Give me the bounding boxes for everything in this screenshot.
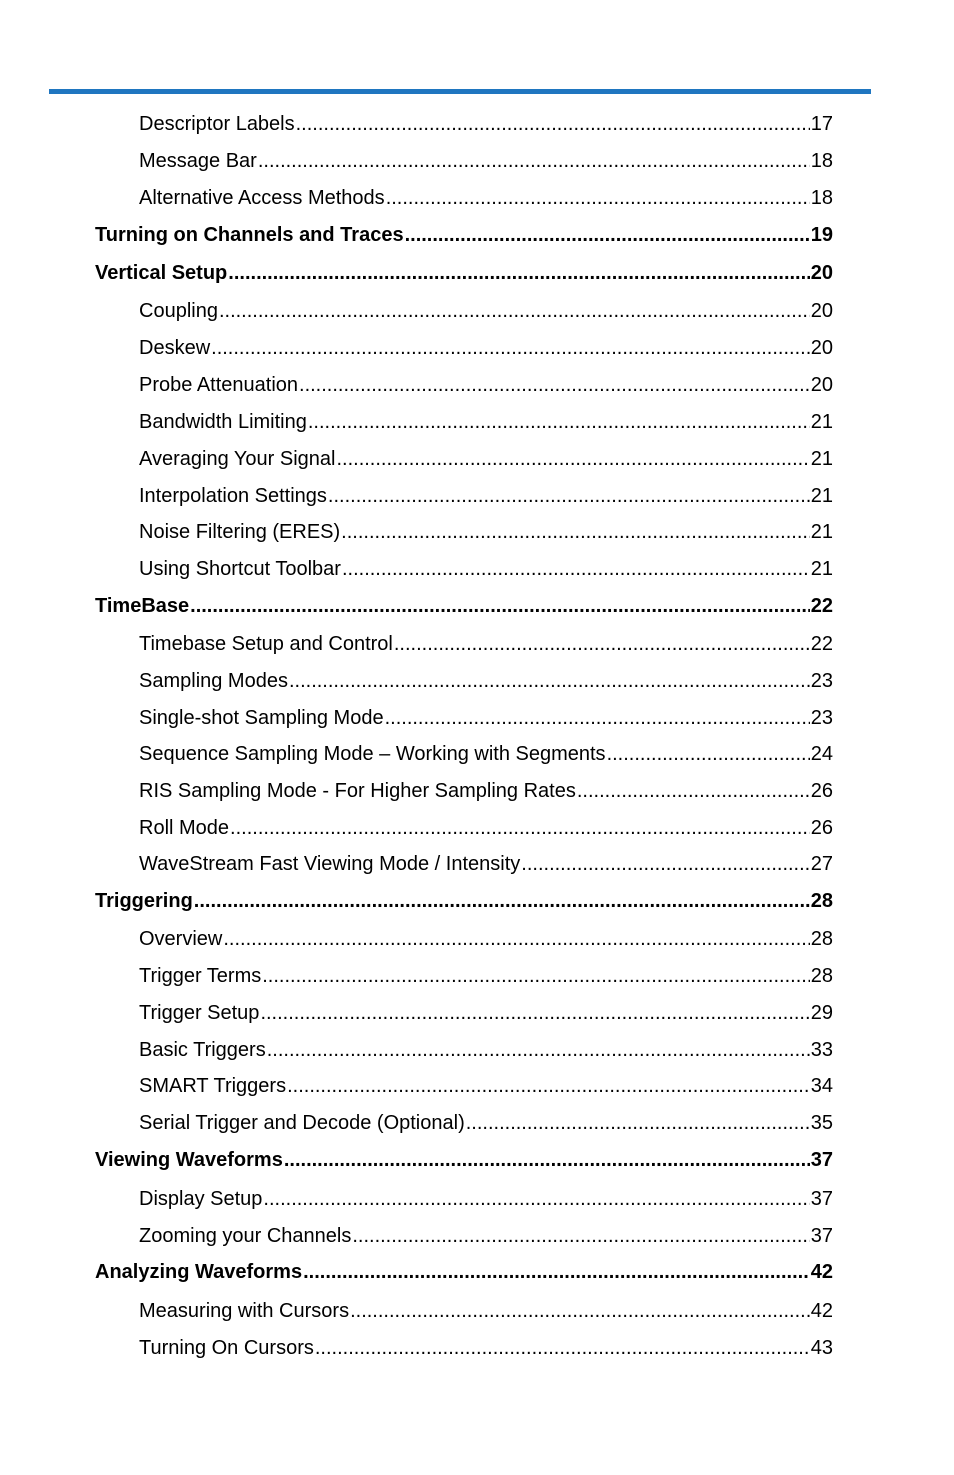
toc-dot-leader: [258, 147, 810, 175]
toc-entry-title: Roll Mode: [139, 817, 230, 839]
toc-dot-leader: [194, 887, 810, 915]
toc-entry-title: Display Setup: [139, 1188, 263, 1210]
toc-dot-leader: [607, 740, 810, 768]
toc-entry-title: RIS Sampling Mode - For Higher Sampling Rates: [139, 780, 576, 802]
toc-entry-title: TimeBase: [95, 595, 190, 617]
toc-page-number: 23: [810, 670, 833, 692]
toc-dot-leader: [223, 925, 809, 953]
toc-section-entry[interactable]: [95, 221, 833, 249]
toc-dot-leader: [260, 999, 809, 1027]
toc-subsection-entry[interactable]: [139, 850, 833, 878]
toc-page-number: 42: [810, 1300, 833, 1322]
toc-subsection-entry[interactable]: [139, 445, 833, 473]
toc-dot-leader: [284, 1146, 810, 1174]
toc-page-number: 23: [810, 707, 833, 729]
toc-subsection-entry[interactable]: [139, 297, 833, 325]
toc-entry-title: Descriptor Labels: [139, 113, 295, 135]
toc-page-number: 26: [810, 817, 833, 839]
toc-subsection-entry[interactable]: [139, 999, 833, 1027]
toc-entry-title: Alternative Access Methods: [139, 187, 385, 209]
toc-dot-leader: [263, 1185, 809, 1213]
toc-page-number: 22: [810, 595, 833, 617]
toc-page-number: 37: [810, 1149, 833, 1171]
toc-entry-title: Timebase Setup and Control: [139, 633, 393, 655]
toc-section-entry[interactable]: [95, 887, 833, 915]
toc-dot-leader: [386, 184, 810, 212]
toc-entry-title: Noise Filtering (ERES): [139, 521, 341, 543]
toc-subsection-entry[interactable]: [139, 1297, 833, 1325]
toc-entry-title: Trigger Terms: [139, 965, 262, 987]
toc-page-number: 20: [810, 337, 833, 359]
toc-dot-leader: [308, 408, 810, 436]
header-rule: [49, 89, 871, 94]
toc-dot-leader: [228, 259, 809, 287]
toc-page-number: 27: [810, 853, 833, 875]
toc-page-number: 43: [810, 1337, 833, 1359]
toc-entry-title: Bandwidth Limiting: [139, 411, 307, 433]
toc-subsection-entry[interactable]: [139, 1334, 833, 1362]
toc-entry-title: Sequence Sampling Mode – Working with Segments: [139, 743, 606, 765]
toc-section-entry[interactable]: [95, 259, 833, 287]
toc-section-entry[interactable]: [95, 592, 833, 620]
toc-page-number: 35: [810, 1112, 833, 1134]
toc-page-number: 21: [810, 558, 833, 580]
toc-subsection-entry[interactable]: [139, 334, 833, 362]
toc-subsection-entry[interactable]: [139, 1072, 833, 1100]
toc-entry-title: Sampling Modes: [139, 670, 288, 692]
toc-page-number: 21: [810, 485, 833, 507]
toc-page-number: 24: [810, 743, 833, 765]
toc-dot-leader: [299, 371, 810, 399]
toc-entry-title: Serial Trigger and Decode (Optional): [139, 1112, 465, 1134]
toc-subsection-entry[interactable]: [139, 147, 833, 175]
toc-subsection-entry[interactable]: [139, 777, 833, 805]
toc-dot-leader: [230, 814, 810, 842]
toc-subsection-entry[interactable]: [139, 1036, 833, 1064]
toc-dot-leader: [336, 445, 809, 473]
toc-page-number: 33: [810, 1039, 833, 1061]
toc-entry-title: Turning on Channels and Traces: [95, 224, 404, 246]
toc-subsection-entry[interactable]: [139, 962, 833, 990]
toc-entry-title: Analyzing Waveforms: [95, 1261, 303, 1283]
toc-page-number: 19: [810, 224, 833, 246]
toc-dot-leader: [287, 1072, 810, 1100]
toc-dot-leader: [342, 555, 810, 583]
toc-subsection-entry[interactable]: [139, 555, 833, 583]
toc-subsection-entry[interactable]: [139, 814, 833, 842]
toc-entry-title: Single-shot Sampling Mode: [139, 707, 384, 729]
toc-dot-leader: [219, 297, 810, 325]
toc-dot-leader: [303, 1258, 810, 1286]
toc-subsection-entry[interactable]: [139, 740, 833, 768]
toc-subsection-entry[interactable]: [139, 371, 833, 399]
toc-dot-leader: [405, 221, 810, 249]
toc-section-entry[interactable]: [95, 1146, 833, 1174]
toc-entry-title: WaveStream Fast Viewing Mode / Intensity: [139, 853, 521, 875]
toc-entry-title: Using Shortcut Toolbar: [139, 558, 341, 580]
toc-page-number: 18: [810, 150, 833, 172]
toc-entry-title: Viewing Waveforms: [95, 1149, 283, 1171]
toc-page-number: 21: [810, 521, 833, 543]
toc-dot-leader: [289, 667, 810, 695]
toc-entry-title: Overview: [139, 928, 223, 950]
toc-subsection-entry[interactable]: [139, 110, 833, 138]
toc-subsection-entry[interactable]: [139, 518, 833, 546]
toc-subsection-entry[interactable]: [139, 667, 833, 695]
toc-section-entry[interactable]: [95, 1258, 833, 1286]
toc-entry-title: Probe Attenuation: [139, 374, 299, 396]
toc-entry-title: Vertical Setup: [95, 262, 228, 284]
toc-page-number: 21: [810, 448, 833, 470]
toc-entry-title: Coupling: [139, 300, 218, 322]
toc-subsection-entry[interactable]: [139, 1185, 833, 1213]
toc-dot-leader: [262, 962, 810, 990]
toc-dot-leader: [190, 592, 810, 620]
toc-dot-leader: [394, 630, 810, 658]
toc-subsection-entry[interactable]: [139, 184, 833, 212]
toc-entry-title: Trigger Setup: [139, 1002, 260, 1024]
toc-dot-leader: [521, 850, 809, 878]
toc-subsection-entry[interactable]: [139, 408, 833, 436]
toc-dot-leader: [211, 334, 810, 362]
toc-dot-leader: [315, 1334, 810, 1362]
toc-entry-title: Basic Triggers: [139, 1039, 266, 1061]
toc-page-number: 28: [810, 965, 833, 987]
toc-entry-title: Interpolation Settings: [139, 485, 327, 507]
toc-page-number: 37: [810, 1225, 833, 1247]
toc-entry-title: SMART Triggers: [139, 1075, 287, 1097]
toc-subsection-entry[interactable]: [139, 1222, 833, 1250]
toc-page-number: 26: [810, 780, 833, 802]
toc-page-number: 28: [810, 928, 833, 950]
toc-page-number: 34: [810, 1075, 833, 1097]
toc-page-number: 21: [810, 411, 833, 433]
toc-entry-title: Zooming your Channels: [139, 1225, 352, 1247]
toc-page-number: 17: [810, 113, 833, 135]
toc-dot-leader: [577, 777, 810, 805]
toc-dot-leader: [385, 704, 810, 732]
toc-subsection-entry[interactable]: [139, 704, 833, 732]
toc-entry-title: Measuring with Cursors: [139, 1300, 350, 1322]
toc-entry-title: Turning On Cursors: [139, 1337, 314, 1359]
toc-subsection-entry[interactable]: [139, 630, 833, 658]
toc-page-number: 22: [810, 633, 833, 655]
toc-page-number: 28: [810, 890, 833, 912]
toc-subsection-entry[interactable]: [139, 925, 833, 953]
toc-entry-title: Deskew: [139, 337, 211, 359]
toc-page-number: 20: [810, 262, 833, 284]
toc-dot-leader: [466, 1109, 810, 1137]
toc-subsection-entry[interactable]: [139, 482, 833, 510]
toc-entry-title: Averaging Your Signal: [139, 448, 336, 470]
toc-page-number: 42: [810, 1261, 833, 1283]
toc-dot-leader: [328, 482, 810, 510]
toc-subsection-entry[interactable]: [139, 1109, 833, 1137]
toc-dot-leader: [350, 1297, 810, 1325]
toc-page-number: 18: [810, 187, 833, 209]
toc-entry-title: Message Bar: [139, 150, 257, 172]
toc-page-number: 20: [810, 300, 833, 322]
toc-dot-leader: [267, 1036, 810, 1064]
toc-dot-leader: [341, 518, 810, 546]
toc-page-number: 29: [810, 1002, 833, 1024]
toc-page-number: 37: [810, 1188, 833, 1210]
toc-entry-title: Triggering: [95, 890, 193, 912]
toc-dot-leader: [352, 1222, 809, 1250]
toc-page-number: 20: [810, 374, 833, 396]
toc-dot-leader: [296, 110, 810, 138]
